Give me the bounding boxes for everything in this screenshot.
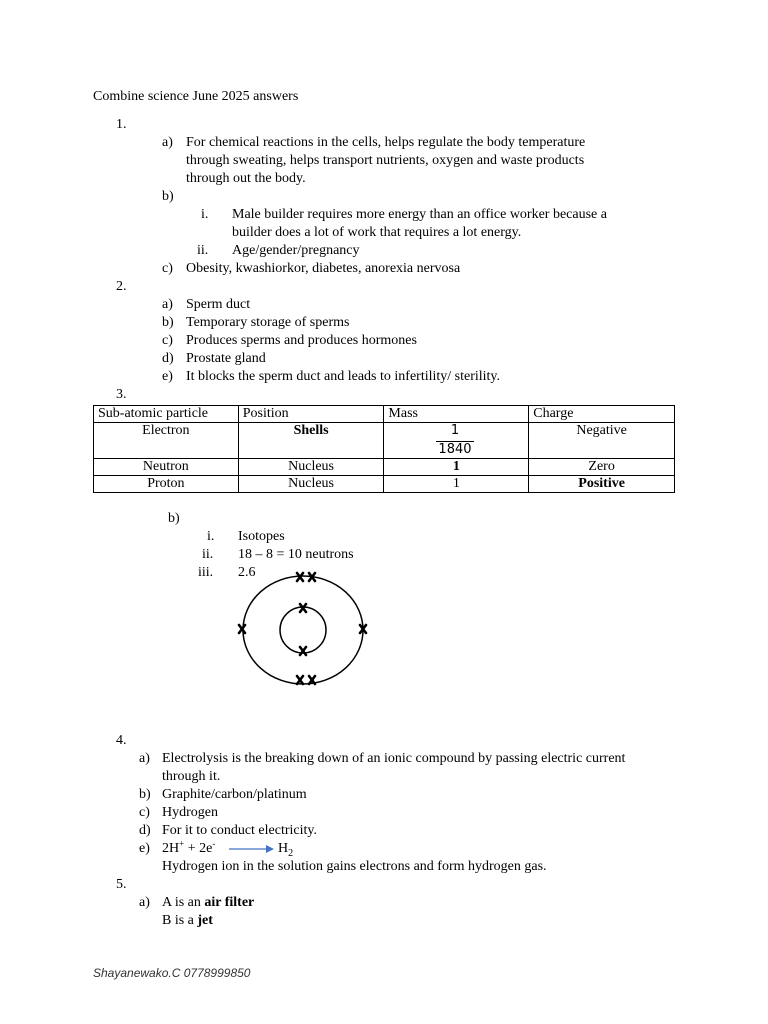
- q1b-i-label: i.: [201, 207, 209, 222]
- q1a-line3: through out the body.: [186, 171, 306, 186]
- table-header: Charge: [529, 406, 675, 423]
- table-header: Position: [238, 406, 384, 423]
- q1b-ii-text: Age/gender/pregnancy: [232, 243, 360, 258]
- electron-cross-icon: [300, 647, 306, 655]
- q4b-text: Graphite/carbon/platinum: [162, 787, 307, 802]
- table-cell: Electron: [94, 423, 239, 459]
- table-cell: Proton: [94, 476, 239, 493]
- table-row-neutron: [94, 459, 675, 476]
- q3b-ii-label: ii.: [202, 547, 214, 562]
- q2b-label: b): [162, 315, 174, 330]
- table-cell: Nucleus: [238, 476, 384, 493]
- q5a-line1: [162, 894, 254, 912]
- hydrogen-ion: 2H: [162, 841, 180, 856]
- electron-cross-icon: [239, 625, 245, 633]
- question-2-number: 2.: [116, 279, 127, 294]
- document-title: Combine science June 2025 answers: [93, 89, 299, 104]
- fraction-numerator: 1: [450, 423, 460, 438]
- question-5-number: 5.: [116, 877, 127, 892]
- q5a-label: a): [139, 895, 150, 910]
- q2d-text: Prostate gland: [186, 351, 266, 366]
- q3b-i-label: i.: [207, 529, 215, 544]
- electron-cross-icon: [297, 573, 303, 581]
- electron-cross-icon: [300, 604, 306, 612]
- table-cell: [529, 476, 675, 493]
- page-footer: Shayanewako.C 0778999850: [93, 966, 251, 980]
- q5a-line1-bold: air filter: [204, 895, 255, 910]
- mass-fraction: [436, 423, 473, 458]
- electron-term: + 2e: [184, 841, 213, 856]
- reaction-arrow-icon: [228, 842, 276, 856]
- table-cell: [238, 423, 384, 459]
- q1a-label: a): [162, 135, 173, 150]
- table-header: Sub-atomic particle: [94, 406, 239, 423]
- q1b-label: b): [162, 189, 174, 204]
- q5a-line1-prefix: A is an: [162, 895, 205, 910]
- q4e-equation-product: [278, 840, 293, 858]
- q5a-line2-prefix: B is a: [162, 913, 198, 928]
- q4e-label: e): [139, 841, 150, 856]
- q2a-text: Sperm duct: [186, 297, 251, 312]
- q1a-line1: For chemical reactions in the cells, helps regulate the body temperature: [186, 135, 586, 150]
- q5a-line2: [162, 912, 213, 930]
- q4a-line2: through it.: [162, 769, 221, 784]
- table-header-row: [94, 406, 675, 423]
- q1b-i-line2: builder does a lot of work that requires a lot energy.: [232, 225, 522, 240]
- table-cell: Negative: [529, 423, 675, 459]
- q2e-text: It blocks the sperm duct and leads to infertility/ sterility.: [186, 369, 501, 384]
- table-cell: Neutron: [94, 459, 239, 476]
- electron-shell-diagram: [230, 568, 380, 692]
- q1c-label: c): [162, 261, 173, 276]
- q4e-explanation: Hydrogen ion in the solution gains electrons and form hydrogen gas.: [162, 859, 547, 874]
- question-3-number: 3.: [116, 387, 127, 402]
- proton-charge: Positive: [578, 476, 625, 491]
- q1a-line2: through sweating, helps transport nutrients, oxygen and waste products: [186, 153, 585, 168]
- minus-superscript: -: [212, 838, 216, 849]
- inner-shell: [280, 607, 326, 653]
- q4d-label: d): [139, 823, 151, 838]
- q4c-text: Hydrogen: [162, 805, 218, 820]
- fraction-denominator: 1840: [438, 442, 472, 457]
- q3b-iii-text: 2.6: [238, 565, 256, 580]
- neutron-mass: 1: [452, 459, 460, 474]
- question-4-number: 4.: [116, 733, 127, 748]
- q3b-label: b): [168, 511, 180, 526]
- table-row-proton: [94, 476, 675, 493]
- q4b-label: b): [139, 787, 151, 802]
- electron-cross-icon: [297, 676, 303, 684]
- q1b-ii-label: ii.: [197, 243, 209, 258]
- q1c-text: Obesity, kwashiorkor, diabetes, anorexia nervosa: [186, 261, 461, 276]
- q4a-label: a): [139, 751, 150, 766]
- table-row-electron: [94, 423, 675, 459]
- product-subscript: 2: [288, 847, 294, 859]
- table-header: Mass: [384, 406, 529, 423]
- q1b-i-line1: Male builder requires more energy than an office worker because a: [232, 207, 607, 222]
- q2c-label: c): [162, 333, 173, 348]
- q5a-line2-bold: jet: [197, 913, 213, 928]
- q3b-iii-label: iii.: [198, 565, 214, 580]
- q2b-text: Temporary storage of sperms: [186, 315, 350, 330]
- table-cell: Nucleus: [238, 459, 384, 476]
- q2e-label: e): [162, 369, 173, 384]
- q2c-text: Produces sperms and produces hormones: [186, 333, 417, 348]
- outer-shell: [243, 576, 363, 684]
- q2d-label: d): [162, 351, 174, 366]
- q4e-equation-lhs: [162, 840, 215, 858]
- q4c-label: c): [139, 805, 150, 820]
- table-cell: [384, 459, 529, 476]
- question-1-number: 1.: [116, 117, 127, 132]
- subatomic-particle-table: [93, 405, 675, 493]
- plus-superscript: +: [179, 838, 185, 849]
- table-cell: 1: [384, 476, 529, 493]
- q3b-i-text: Isotopes: [238, 529, 285, 544]
- table-cell: [384, 423, 529, 459]
- q3b-ii-text: 18 – 8 = 10 neutrons: [238, 547, 354, 562]
- q4d-text: For it to conduct electricity.: [162, 823, 317, 838]
- table-cell: Zero: [529, 459, 675, 476]
- electron-position: Shells: [293, 423, 329, 438]
- q2a-label: a): [162, 297, 173, 312]
- q4a-line1: Electrolysis is the breaking down of an ionic compound by passing electric current: [162, 751, 626, 766]
- hydrogen-molecule: H: [278, 841, 289, 856]
